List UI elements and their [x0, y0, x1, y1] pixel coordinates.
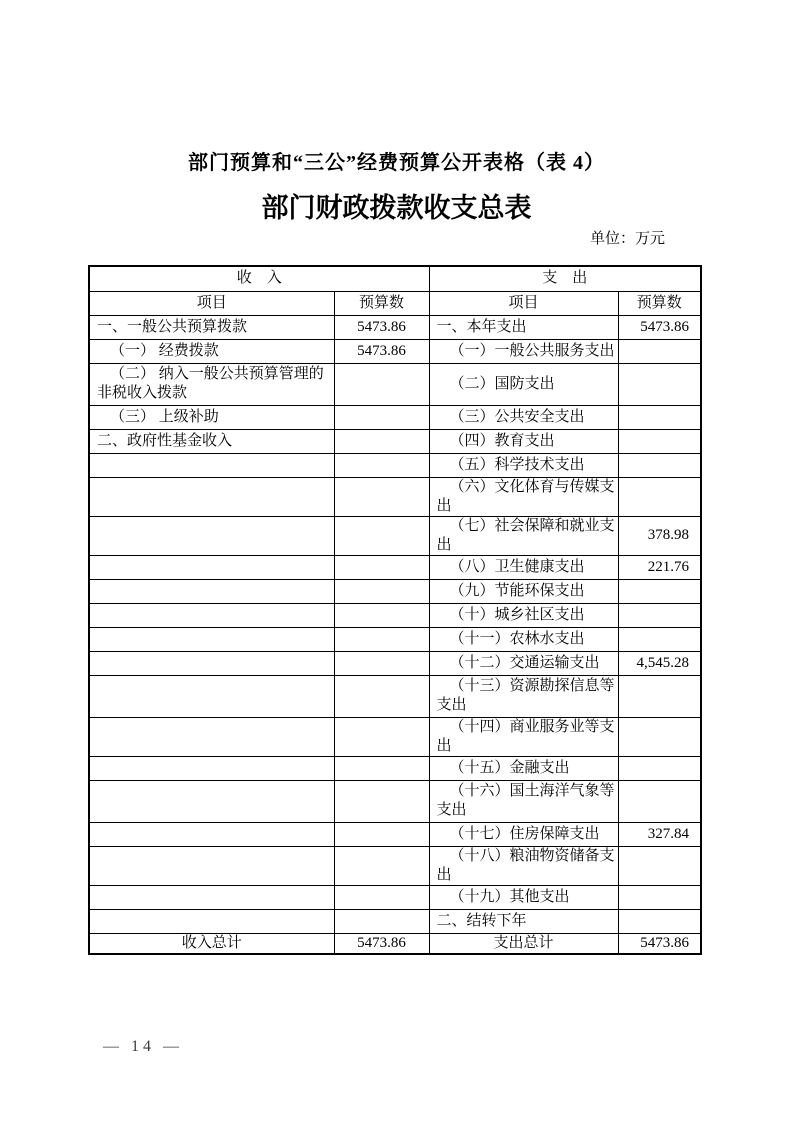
- income-budget-cell: [334, 603, 429, 627]
- budget-table-body: [89, 315, 701, 933]
- expense-budget-cell: 327.84: [618, 822, 701, 846]
- income-item-cell: [89, 651, 334, 675]
- expense-budget-cell: [618, 453, 701, 477]
- table-row: [89, 603, 701, 627]
- income-item-cell: [89, 453, 334, 477]
- income-budget-cell: [334, 405, 429, 429]
- table-row: [89, 453, 701, 477]
- table-row: [89, 555, 701, 579]
- income-budget-cell: [334, 885, 429, 909]
- income-budget-cell: [334, 756, 429, 780]
- income-budget-cell: [334, 627, 429, 651]
- income-budget-cell: [334, 453, 429, 477]
- income-item-cell: [89, 756, 334, 780]
- table-row: [89, 885, 701, 909]
- table-row: [89, 675, 701, 717]
- income-item-cell: [89, 555, 334, 579]
- expense-item-cell: （六）文化体育与传媒支出: [429, 477, 618, 516]
- income-budget-cell: [334, 651, 429, 675]
- income-item-cell: 一、一般公共预算拨款: [89, 315, 334, 339]
- table-row: [89, 627, 701, 651]
- income-item-cell: [89, 603, 334, 627]
- income-budget-cell: 5473.86: [334, 339, 429, 363]
- table-row: [89, 651, 701, 675]
- income-budget-cell: [334, 429, 429, 453]
- table-row: [89, 477, 701, 516]
- expense-budget-cell: [618, 909, 701, 933]
- income-budget-cell: [334, 363, 429, 405]
- column-header-row: [89, 291, 701, 315]
- section-header-row: [89, 266, 701, 291]
- expense-budget-cell: [618, 885, 701, 909]
- expense-item-cell: （十五）金融支出: [429, 756, 618, 780]
- income-budget-cell: 5473.86: [334, 315, 429, 339]
- table-row: [89, 339, 701, 363]
- income-item-cell: [89, 846, 334, 885]
- expense-item-cell: （八）卫生健康支出: [429, 555, 618, 579]
- table-row: [89, 717, 701, 756]
- expense-budget-cell: [618, 339, 701, 363]
- expense-total-label: 支出总计: [429, 933, 618, 954]
- income-item-header: 项目: [89, 291, 334, 315]
- expense-item-cell: （三）公共安全支出: [429, 405, 618, 429]
- income-item-cell: [89, 780, 334, 822]
- budget-table-footer: [89, 933, 701, 954]
- expense-budget-cell: [618, 717, 701, 756]
- income-budget-cell: [334, 780, 429, 822]
- expense-item-cell: （十九）其他支出: [429, 885, 618, 909]
- totals-row: [89, 933, 701, 954]
- expense-item-header: 项目: [429, 291, 618, 315]
- income-section-header: 收 入: [89, 266, 429, 291]
- expense-budget-cell: [618, 477, 701, 516]
- budget-table: [88, 265, 702, 955]
- income-budget-header: 预算数: [334, 291, 429, 315]
- expense-budget-cell: 5473.86: [618, 315, 701, 339]
- expense-budget-header: 预算数: [618, 291, 701, 315]
- income-item-cell: [89, 885, 334, 909]
- income-budget-cell: [334, 579, 429, 603]
- table-row: [89, 516, 701, 555]
- expense-budget-cell: [618, 579, 701, 603]
- expense-budget-cell: [618, 846, 701, 885]
- expense-budget-cell: [618, 627, 701, 651]
- income-item-cell: [89, 909, 334, 933]
- expense-item-cell: （四）教育支出: [429, 429, 618, 453]
- income-total-label: 收入总计: [89, 933, 334, 954]
- budget-table-header: [89, 266, 701, 315]
- expense-item-cell: （五）科学技术支出: [429, 453, 618, 477]
- expense-item-cell: （十三）资源勘探信息等支出: [429, 675, 618, 717]
- table-row: [89, 315, 701, 339]
- income-budget-cell: [334, 846, 429, 885]
- income-budget-cell: [334, 477, 429, 516]
- expense-budget-cell: [618, 405, 701, 429]
- table-row: [89, 909, 701, 933]
- expense-item-cell: （二）国防支出: [429, 363, 618, 405]
- expense-budget-cell: [618, 780, 701, 822]
- income-item-cell: [89, 822, 334, 846]
- income-item-cell: [89, 675, 334, 717]
- expense-item-cell: （十二）交通运输支出: [429, 651, 618, 675]
- income-budget-cell: [334, 717, 429, 756]
- expense-total-value: 5473.86: [618, 933, 701, 954]
- expense-item-cell: （一）一般公共服务支出: [429, 339, 618, 363]
- income-budget-cell: [334, 675, 429, 717]
- expense-section-header: 支 出: [429, 266, 701, 291]
- table-row: [89, 780, 701, 822]
- expense-item-cell: （十一）农林水支出: [429, 627, 618, 651]
- table-row: [89, 579, 701, 603]
- table-title: 部门财政拨款收支总表: [261, 193, 532, 223]
- income-item-cell: [89, 516, 334, 555]
- income-item-cell: （二） 纳入一般公共预算管理的非税收入拨款: [89, 363, 334, 405]
- expense-budget-cell: [618, 603, 701, 627]
- income-budget-cell: [334, 909, 429, 933]
- expense-item-cell: 二、结转下年: [429, 909, 618, 933]
- expense-budget-cell: [618, 675, 701, 717]
- expense-item-cell: （七）社会保障和就业支出: [429, 516, 618, 555]
- expense-item-cell: （十四）商业服务业等支出: [429, 717, 618, 756]
- table-row: [89, 405, 701, 429]
- expense-budget-cell: [618, 429, 701, 453]
- page-number: — 14 —: [103, 1038, 183, 1055]
- income-budget-cell: [334, 555, 429, 579]
- income-item-cell: [89, 477, 334, 516]
- expense-item-cell: （九）节能环保支出: [429, 579, 618, 603]
- income-item-cell: 二、政府性基金收入: [89, 429, 334, 453]
- income-item-cell: [89, 717, 334, 756]
- table-row: [89, 756, 701, 780]
- expense-item-cell: （十六）国土海洋气象等支出: [429, 780, 618, 822]
- table-row: [89, 822, 701, 846]
- table-row: [89, 429, 701, 453]
- expense-item-cell: （十七）住房保障支出: [429, 822, 618, 846]
- income-budget-cell: [334, 516, 429, 555]
- unit-label: 单位：万元: [589, 231, 665, 247]
- income-budget-cell: [334, 822, 429, 846]
- table-row: [89, 846, 701, 885]
- income-item-cell: （一） 经费拨款: [89, 339, 334, 363]
- expense-budget-cell: [618, 363, 701, 405]
- expense-budget-cell: 378.98: [618, 516, 701, 555]
- document-title: 部门预算和“三公”经费预算公开表格（表 4）: [188, 152, 605, 174]
- income-total-value: 5473.86: [334, 933, 429, 954]
- income-item-cell: （三） 上级补助: [89, 405, 334, 429]
- expense-item-cell: （十）城乡社区支出: [429, 603, 618, 627]
- expense-item-cell: 一、本年支出: [429, 315, 618, 339]
- table-row: [89, 363, 701, 405]
- expense-budget-cell: 4,545.28: [618, 651, 701, 675]
- expense-budget-cell: 221.76: [618, 555, 701, 579]
- income-item-cell: [89, 627, 334, 651]
- expense-item-cell: （十八）粮油物资储备支出: [429, 846, 618, 885]
- income-item-cell: [89, 579, 334, 603]
- expense-budget-cell: [618, 756, 701, 780]
